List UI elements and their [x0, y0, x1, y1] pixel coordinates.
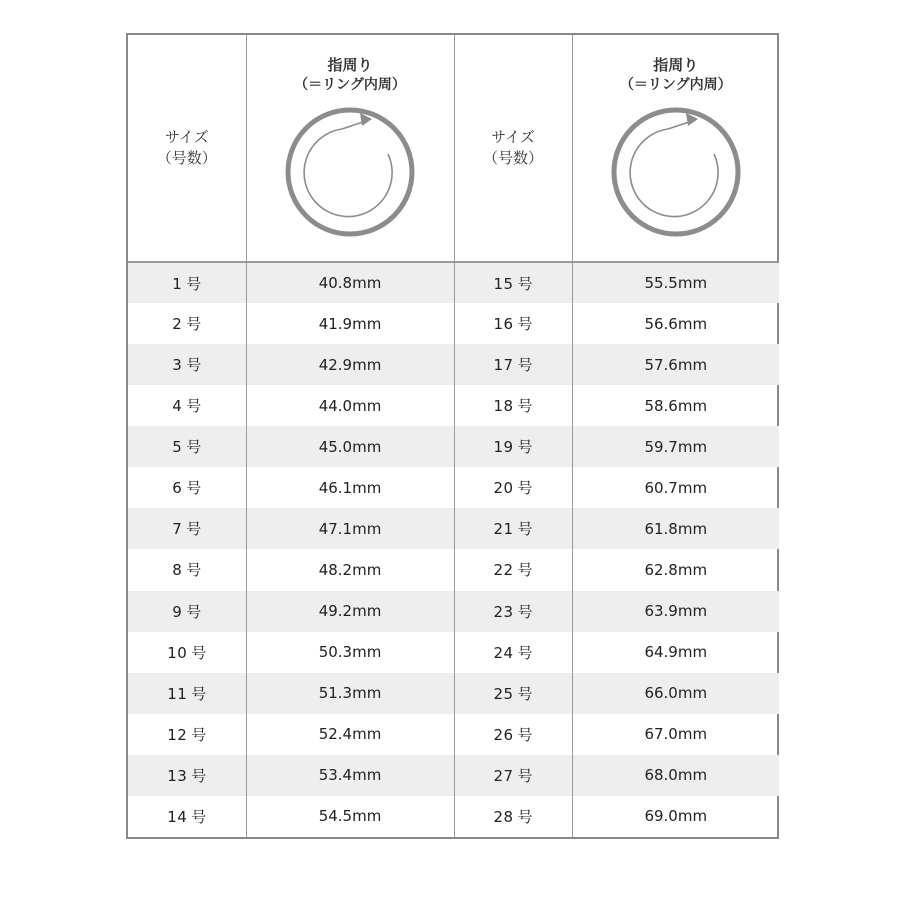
size-cell-left	[128, 467, 246, 508]
circumference-cell-right: 63.9mm	[572, 591, 779, 632]
circumference-cell-right: 66.0mm	[572, 673, 779, 714]
size-unit: 号	[186, 274, 202, 293]
size-unit: 号	[186, 602, 202, 621]
size-unit: 号	[191, 725, 207, 744]
circumference-cell-right: 61.8mm	[572, 508, 779, 549]
table-row	[128, 673, 779, 714]
size-unit: 号	[517, 438, 533, 457]
table-row	[128, 755, 779, 796]
circumference-cell-left: 46.1mm	[246, 467, 454, 508]
ring-circumference-icon	[270, 107, 430, 237]
circumference-cell-left: 51.3mm	[246, 673, 454, 714]
circumference-cell-right: 59.7mm	[572, 426, 779, 467]
size-unit: 号	[517, 479, 533, 498]
size-cell-left	[128, 303, 246, 344]
circumference-cell-right: 64.9mm	[644, 643, 708, 662]
circumference-cell-left: 44.0mm	[246, 385, 454, 426]
circumference-header-sublabel: （＝リング内周）	[294, 77, 406, 93]
table-row	[128, 549, 779, 590]
circumference-cell-left: 42.9mm	[246, 344, 454, 385]
size-cell-right	[454, 508, 572, 549]
size-number: 12	[167, 725, 188, 744]
circumference-cell-right: 55.5mm	[572, 262, 779, 303]
circumference-cell-right: 69.0mm	[644, 807, 708, 826]
size-number: 26	[493, 725, 514, 744]
table-row	[128, 303, 779, 344]
size-cell-right	[454, 344, 572, 385]
circumference-cell-right: 57.6mm	[572, 344, 779, 385]
size-number: 9	[172, 602, 183, 621]
size-cell-left	[128, 632, 246, 673]
circumference-cell-left: 52.4mm	[246, 714, 454, 755]
size-unit: 号	[517, 356, 533, 375]
circumference-header-right	[572, 35, 779, 262]
size-cell-left	[128, 591, 246, 632]
ring-size-chart	[126, 33, 779, 839]
size-number: 19	[493, 438, 514, 457]
size-number: 23	[493, 602, 514, 621]
table-row	[128, 262, 779, 303]
circumference-cell-left: 40.8mm	[246, 262, 454, 303]
size-unit: 号	[191, 684, 207, 703]
size-number: 28	[493, 807, 514, 826]
table-row	[128, 344, 779, 385]
circumference-cell-right: 58.6mm	[644, 396, 708, 415]
size-unit: 号	[517, 274, 533, 293]
size-cell-right	[454, 549, 572, 590]
size-unit: 号	[186, 315, 202, 334]
size-unit: 号	[517, 561, 533, 580]
size-header-right	[454, 35, 572, 262]
size-cell-left	[128, 262, 246, 303]
size-number: 8	[172, 561, 183, 580]
size-unit: 号	[186, 520, 202, 539]
size-header-left	[128, 35, 246, 262]
size-unit: 号	[517, 807, 533, 826]
circumference-cell-right: 56.6mm	[644, 314, 708, 333]
size-unit: 号	[517, 602, 533, 621]
size-cell-left	[128, 549, 246, 590]
size-number: 4	[172, 397, 183, 416]
table-row	[128, 714, 779, 755]
size-cell-left	[128, 796, 246, 837]
size-header-label: サイズ	[491, 128, 535, 146]
size-number: 14	[167, 807, 188, 826]
size-cell-right	[454, 467, 572, 508]
size-number: 3	[172, 356, 183, 375]
size-cell-left	[128, 344, 246, 385]
circumference-cell-right: 67.0mm	[644, 725, 708, 744]
size-cell-right	[454, 303, 572, 344]
size-unit: 号	[517, 725, 533, 744]
size-unit: 号	[191, 643, 207, 662]
size-cell-right	[454, 591, 572, 632]
size-number: 6	[172, 479, 183, 498]
circumference-header-label: 指周り	[653, 56, 699, 74]
size-unit: 号	[186, 397, 202, 416]
size-cell-right	[454, 262, 572, 303]
table-row	[128, 796, 779, 837]
circumference-cell-left: 45.0mm	[246, 426, 454, 467]
circumference-cell-left: 49.2mm	[246, 591, 454, 632]
size-number: 2	[172, 315, 183, 334]
size-number: 11	[167, 684, 188, 703]
size-number: 24	[493, 643, 514, 662]
ring-circumference-icon	[596, 107, 756, 237]
size-unit: 号	[186, 561, 202, 580]
table-row	[128, 508, 779, 549]
circumference-cell-right: 60.7mm	[644, 478, 708, 497]
size-number: 1	[172, 274, 183, 293]
size-unit: 号	[191, 807, 207, 826]
size-unit: 号	[191, 766, 207, 785]
size-unit: 号	[186, 356, 202, 375]
circumference-header-sublabel: （＝リング内周）	[619, 77, 732, 93]
size-number: 20	[493, 479, 514, 498]
circumference-cell-right: 62.8mm	[644, 560, 708, 579]
circumference-header-left	[246, 35, 454, 262]
size-cell-left	[128, 385, 246, 426]
circumference-cell-right: 68.0mm	[572, 755, 779, 796]
size-cell-right	[454, 796, 572, 837]
size-header-sublabel: （号数）	[482, 149, 543, 167]
size-rows	[128, 262, 779, 837]
size-unit: 号	[517, 684, 533, 703]
size-cell-right	[454, 714, 572, 755]
circumference-cell-left: 48.2mm	[246, 549, 454, 590]
size-number: 18	[493, 397, 514, 416]
size-number: 13	[167, 766, 188, 785]
size-number: 25	[493, 684, 514, 703]
size-cell-right	[454, 385, 572, 426]
size-unit: 号	[517, 520, 533, 539]
ring-size-table	[128, 35, 779, 837]
size-cell-left	[128, 714, 246, 755]
size-unit: 号	[186, 479, 202, 498]
table-row	[128, 632, 779, 673]
size-header-label: サイズ	[164, 128, 209, 146]
circumference-cell-left: 53.4mm	[246, 755, 454, 796]
header-row	[128, 35, 779, 262]
table-row	[128, 467, 779, 508]
size-cell-right	[454, 632, 572, 673]
size-number: 17	[493, 356, 514, 375]
size-number: 27	[493, 766, 514, 785]
circumference-header-label: 指周り	[327, 56, 373, 74]
size-unit: 号	[517, 315, 533, 334]
size-number: 21	[493, 520, 514, 539]
size-cell-right	[454, 426, 572, 467]
table-row	[128, 385, 779, 426]
table-row	[128, 591, 779, 632]
size-cell-right	[454, 755, 572, 796]
size-cell-left	[128, 673, 246, 714]
size-header-sublabel: （号数）	[156, 149, 217, 167]
size-unit: 号	[517, 766, 533, 785]
circumference-cell-left: 47.1mm	[246, 508, 454, 549]
size-unit: 号	[517, 397, 533, 416]
size-cell-left	[128, 755, 246, 796]
circumference-cell-left: 50.3mm	[246, 632, 454, 673]
size-number: 5	[172, 438, 183, 457]
table-row	[128, 426, 779, 467]
size-number: 16	[493, 315, 514, 334]
circumference-cell-left: 41.9mm	[246, 303, 454, 344]
size-unit: 号	[517, 643, 533, 662]
size-cell-right	[454, 673, 572, 714]
size-number: 22	[493, 561, 514, 580]
size-unit: 号	[186, 438, 202, 457]
circumference-cell-left: 54.5mm	[246, 796, 454, 837]
size-cell-left	[128, 426, 246, 467]
size-number: 10	[167, 643, 188, 662]
size-cell-left	[128, 508, 246, 549]
size-number: 15	[493, 274, 514, 293]
size-number: 7	[172, 520, 183, 539]
